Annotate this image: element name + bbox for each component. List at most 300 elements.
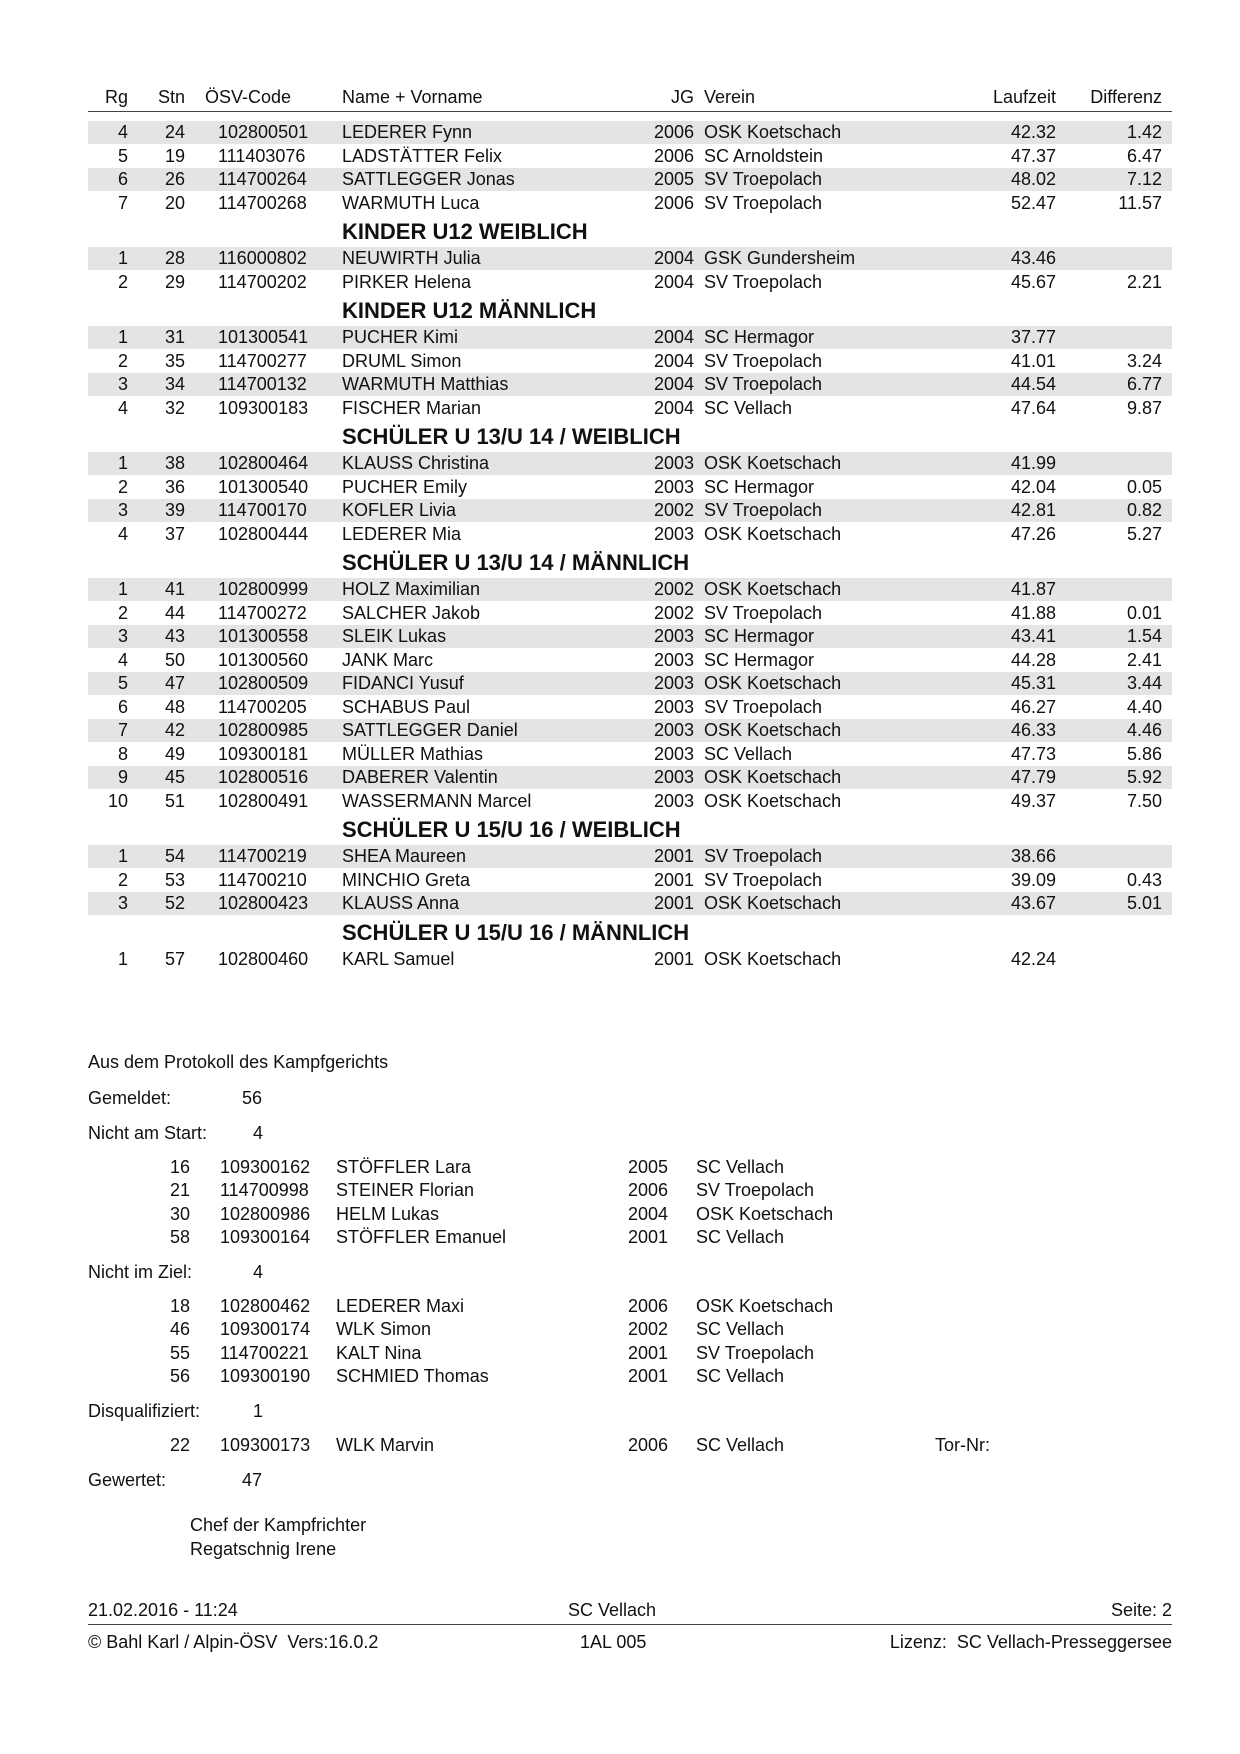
header-laufzeit: Laufzeit: [992, 87, 1056, 107]
time-difference: 0.43: [1126, 869, 1162, 890]
osv-code: 101300540: [218, 476, 309, 497]
run-time: 46.27: [1010, 696, 1056, 717]
start-number: 57: [164, 948, 185, 969]
athlete-name: KLAUSS Christina: [342, 453, 490, 473]
rank: 7: [117, 192, 128, 213]
rank: 3: [117, 374, 128, 394]
birth-year: 2005: [653, 169, 694, 189]
run-time: 47.79: [1010, 767, 1056, 787]
result-row: [88, 743, 1172, 766]
run-time: 46.33: [1010, 720, 1056, 740]
footer-license: Lizenz: SC Vellach-Presseggersee: [889, 1632, 1172, 1652]
club: SC Vellach: [696, 1319, 785, 1340]
header-name: Name + Vorname: [342, 87, 483, 107]
header-code: ÖSV-Code: [205, 87, 292, 107]
time-difference: 3.24: [1126, 350, 1162, 371]
result-row: [88, 121, 1172, 144]
athlete-name: STÖFFLER Lara: [336, 1157, 472, 1177]
run-time: 41.01: [1010, 350, 1056, 371]
rank: 1: [117, 846, 128, 866]
rank: 1: [117, 248, 128, 268]
club: OSK Koetschach: [696, 1203, 834, 1224]
birth-year: 2003: [653, 767, 694, 787]
osv-code: 109300164: [220, 1226, 311, 1247]
osv-code: 102800462: [220, 1296, 311, 1316]
athlete-name: SCHABUS Paul: [342, 696, 471, 717]
rank: 5: [117, 145, 128, 166]
club: SC Hermagor: [704, 649, 815, 670]
result-row: [88, 247, 1172, 270]
time-difference: 6.47: [1126, 145, 1162, 166]
run-time: 42.24: [1010, 948, 1056, 969]
birth-year: 2002: [653, 500, 694, 520]
osv-code: 102800501: [218, 122, 309, 142]
rank: 2: [117, 476, 128, 497]
athlete-name: WLK Marvin: [336, 1435, 435, 1455]
rank: 4: [117, 397, 128, 418]
time-difference: 0.01: [1126, 602, 1162, 623]
footer-divider: [88, 1624, 1172, 1625]
run-time: 41.88: [1010, 602, 1056, 623]
birth-year: 2004: [653, 350, 694, 371]
club: SV Troepolach: [704, 602, 823, 623]
time-difference: 2.21: [1126, 271, 1162, 292]
start-number: 43: [164, 626, 185, 646]
result-row: [88, 499, 1172, 522]
time-difference: 11.57: [1118, 192, 1162, 213]
osv-code: 114700998: [220, 1180, 309, 1201]
start-number: 52: [164, 893, 185, 913]
time-difference: 0.82: [1126, 500, 1162, 520]
time-difference: 4.40: [1126, 696, 1162, 717]
start-number: 53: [164, 869, 185, 890]
birth-year: 2002: [628, 1319, 669, 1340]
osv-code: 102800423: [218, 893, 309, 913]
athlete-name: SHEA Maureen: [342, 846, 467, 866]
run-time: 42.32: [1010, 122, 1056, 142]
club: SV Troepolach: [696, 1342, 815, 1363]
athlete-name: SCHMIED Thomas: [336, 1365, 489, 1386]
gate-number-label: Tor-Nr:: [935, 1435, 990, 1455]
start-number: 34: [164, 374, 185, 394]
time-difference: 5.92: [1126, 767, 1162, 787]
time-difference: 7.50: [1126, 790, 1162, 811]
start-number: 46: [169, 1319, 190, 1340]
start-number: 28: [164, 248, 185, 268]
result-row: [88, 397, 1172, 420]
run-time: 47.64: [1010, 397, 1056, 418]
disq-value: 1: [253, 1401, 264, 1421]
rank: 6: [117, 696, 128, 717]
osv-code: 101300560: [218, 649, 309, 670]
rank: 1: [117, 948, 128, 969]
osv-code: 101300541: [218, 327, 309, 347]
club: SV Troepolach: [704, 696, 823, 717]
run-time: 48.02: [1010, 169, 1056, 189]
gemeldet-value: 56: [242, 1088, 263, 1108]
osv-code: 102800509: [218, 673, 309, 693]
club: SC Hermagor: [704, 476, 815, 497]
start-number: 55: [169, 1342, 190, 1363]
osv-code: 102800464: [218, 453, 309, 473]
result-row: [88, 476, 1172, 499]
osv-code: 109300181: [218, 743, 309, 764]
osv-code: 114700205: [218, 696, 307, 717]
athlete-name: NEUWIRTH Julia: [342, 248, 481, 268]
run-time: 47.37: [1010, 145, 1056, 166]
rank: 1: [117, 453, 128, 473]
birth-year: 2003: [653, 673, 694, 693]
disq-label: Disqualifiziert:: [88, 1401, 201, 1421]
time-difference: 2.41: [1126, 649, 1162, 670]
osv-code: 109300174: [220, 1319, 311, 1340]
club: OSK Koetschach: [704, 523, 842, 544]
start-number: 29: [164, 271, 185, 292]
start-number: 30: [169, 1203, 190, 1224]
result-row: [88, 271, 1172, 294]
result-row: [88, 578, 1172, 601]
birth-year: 2002: [653, 602, 694, 623]
birth-year: 2004: [653, 374, 694, 394]
header-divider: [88, 111, 1172, 112]
footer-datetime: 21.02.2016 - 11:24: [88, 1600, 238, 1620]
athlete-name: WASSERMANN Marcel: [342, 790, 532, 811]
footer-club: SC Vellach: [568, 1600, 657, 1620]
run-time: 52.47: [1010, 192, 1056, 213]
birth-year: 2001: [653, 869, 694, 890]
result-row: [88, 696, 1172, 719]
birth-year: 2001: [628, 1342, 669, 1363]
birth-year: 2004: [653, 397, 694, 418]
gewertet-label: Gewertet:: [88, 1470, 167, 1490]
club: OSK Koetschach: [704, 122, 842, 142]
start-number: 38: [164, 453, 185, 473]
club: SV Troepolach: [704, 374, 823, 394]
club: SV Troepolach: [704, 846, 823, 866]
birth-year: 2004: [653, 271, 694, 292]
club: SV Troepolach: [704, 192, 823, 213]
club: GSK Gundersheim: [704, 248, 856, 268]
run-time: 44.28: [1010, 649, 1056, 670]
header-stn: Stn: [157, 87, 185, 107]
birth-year: 2006: [653, 145, 694, 166]
rank: 1: [117, 327, 128, 347]
athlete-name: JANK Marc: [342, 649, 434, 670]
osv-code: 109300173: [220, 1435, 311, 1455]
start-number: 26: [164, 169, 185, 189]
result-row: [88, 145, 1172, 168]
header-verein: Verein: [704, 87, 756, 107]
club: SV Troepolach: [704, 500, 823, 520]
start-number: 58: [169, 1226, 190, 1247]
athlete-name: MINCHIO Greta: [342, 869, 471, 890]
time-difference: 1.42: [1126, 122, 1162, 142]
run-time: 42.81: [1010, 500, 1056, 520]
result-row: [88, 350, 1172, 373]
osv-code: 101300558: [218, 626, 309, 646]
birth-year: 2003: [653, 453, 694, 473]
osv-code: 102800985: [218, 720, 309, 740]
result-row: [88, 845, 1172, 868]
category-title: SCHÜLER U 13/U 14 / MÄNNLICH: [342, 550, 690, 575]
time-difference: 0.05: [1126, 476, 1162, 497]
birth-year: 2001: [628, 1365, 669, 1386]
rank: 8: [117, 743, 128, 764]
osv-code: 109300190: [220, 1365, 311, 1386]
osv-code: 114700221: [220, 1342, 309, 1363]
start-number: 39: [164, 500, 185, 520]
athlete-name: DRUML Simon: [342, 350, 462, 371]
osv-code: 102800491: [218, 790, 309, 811]
birth-year: 2003: [653, 626, 694, 646]
run-time: 49.37: [1010, 790, 1056, 811]
birth-year: 2003: [653, 790, 694, 811]
athlete-name: FISCHER Marian: [342, 397, 482, 418]
run-time: 37.77: [1010, 327, 1056, 347]
start-number: 37: [164, 523, 185, 544]
athlete-name: WLK Simon: [336, 1319, 432, 1340]
result-row: [88, 373, 1172, 396]
athlete-name: DABERER Valentin: [342, 767, 498, 787]
club: SC Vellach: [696, 1435, 785, 1455]
start-number: 56: [169, 1365, 190, 1386]
header-differenz: Differenz: [1090, 87, 1162, 107]
athlete-name: KARL Samuel: [342, 948, 455, 969]
rank: 9: [117, 767, 128, 787]
athlete-name: FIDANCI Yusuf: [342, 673, 464, 693]
osv-code: 114700219: [218, 846, 307, 866]
birth-year: 2001: [653, 893, 694, 913]
time-difference: 3.44: [1126, 673, 1162, 693]
footer-code: 1AL 005: [580, 1632, 647, 1652]
start-number: 22: [169, 1435, 190, 1455]
birth-year: 2004: [653, 327, 694, 347]
club: SV Troepolach: [696, 1180, 815, 1201]
rank: 4: [117, 523, 128, 544]
athlete-name: SALCHER Jakob: [342, 602, 481, 623]
athlete-name: PUCHER Kimi: [342, 327, 459, 347]
athlete-name: HELM Lukas: [336, 1203, 440, 1224]
result-row: [88, 892, 1172, 915]
result-row: [88, 948, 1172, 971]
result-row: [88, 625, 1172, 648]
result-row: [88, 602, 1172, 625]
result-row: [88, 168, 1172, 191]
athlete-name: STÖFFLER Emanuel: [336, 1226, 507, 1247]
category-title: SCHÜLER U 15/U 16 / WEIBLICH: [342, 817, 681, 842]
birth-year: 2006: [653, 122, 694, 142]
club: OSK Koetschach: [704, 790, 842, 811]
time-difference: 5.01: [1126, 893, 1162, 913]
nicht-start-label: Nicht am Start:: [88, 1123, 208, 1143]
start-number: 24: [164, 122, 185, 142]
rank: 1: [117, 579, 128, 599]
club: SV Troepolach: [704, 869, 823, 890]
athlete-name: WARMUTH Luca: [342, 192, 480, 213]
rank: 7: [117, 720, 128, 740]
nicht-ziel-value: 4: [253, 1262, 264, 1282]
osv-code: 116000802: [218, 248, 307, 268]
athlete-name: LEDERER Fynn: [342, 122, 473, 142]
osv-code: 109300183: [218, 397, 309, 418]
rank: 3: [117, 893, 128, 913]
start-number: 32: [164, 397, 185, 418]
header-jg: JG: [670, 87, 694, 107]
category-title: SCHÜLER U 13/U 14 / WEIBLICH: [342, 424, 681, 449]
club: OSK Koetschach: [704, 767, 842, 787]
start-number: 41: [164, 579, 185, 599]
birth-year: 2002: [653, 579, 694, 599]
start-number: 54: [164, 846, 185, 866]
athlete-name: KOFLER Livia: [342, 500, 457, 520]
osv-code: 111403076: [218, 145, 306, 166]
run-time: 47.73: [1010, 743, 1056, 764]
time-difference: 7.12: [1126, 169, 1162, 189]
rank: 2: [117, 869, 128, 890]
result-row: [88, 326, 1172, 349]
rank: 2: [117, 350, 128, 371]
birth-year: 2001: [653, 846, 694, 866]
start-number: 51: [164, 790, 185, 811]
protocol-heading: Aus dem Protokoll des Kampfgerichts: [88, 1052, 389, 1072]
run-time: 45.31: [1010, 673, 1056, 693]
run-time: 43.41: [1010, 626, 1056, 646]
table-header: [88, 87, 1172, 111]
birth-year: 2003: [653, 523, 694, 544]
birth-year: 2003: [653, 743, 694, 764]
result-row: [88, 523, 1172, 546]
osv-code: 102800516: [218, 767, 309, 787]
footer-copyright: © Bahl Karl / Alpin-ÖSV Vers:16.0.2: [88, 1632, 379, 1652]
athlete-name: PUCHER Emily: [342, 476, 468, 497]
birth-year: 2006: [628, 1296, 669, 1316]
start-number: 50: [164, 649, 185, 670]
run-time: 42.04: [1010, 476, 1056, 497]
run-time: 43.46: [1010, 248, 1056, 268]
athlete-name: STEINER Florian: [336, 1180, 475, 1201]
start-number: 20: [164, 192, 185, 213]
club: OSK Koetschach: [704, 948, 842, 969]
run-time: 43.67: [1010, 893, 1056, 913]
rank: 3: [117, 626, 128, 646]
club: SV Troepolach: [704, 169, 823, 189]
osv-code: 114700210: [218, 869, 307, 890]
start-number: 45: [164, 767, 185, 787]
club: SC Vellach: [696, 1157, 785, 1177]
club: OSK Koetschach: [704, 673, 842, 693]
club: SC Vellach: [704, 743, 793, 764]
nicht-ziel-label: Nicht im Ziel:: [88, 1262, 193, 1282]
club: SC Vellach: [696, 1226, 785, 1247]
start-number: 36: [164, 476, 185, 497]
birth-year: 2004: [653, 248, 694, 268]
start-number: 21: [169, 1180, 190, 1201]
birth-year: 2001: [653, 948, 694, 969]
birth-year: 2001: [628, 1226, 669, 1247]
gewertet-value: 47: [242, 1470, 263, 1490]
start-number: 42: [164, 720, 185, 740]
athlete-name: SLEIK Lukas: [342, 626, 447, 646]
athlete-name: SATTLEGGER Daniel: [342, 720, 518, 740]
club: OSK Koetschach: [704, 579, 842, 599]
athlete-name: MÜLLER Mathias: [342, 743, 484, 764]
athlete-name: HOLZ Maximilian: [342, 579, 481, 599]
osv-code: 114700277: [218, 350, 307, 371]
time-difference: 6.77: [1126, 374, 1162, 394]
club: SC Hermagor: [704, 626, 815, 646]
chef-title: Chef der Kampfrichter: [190, 1515, 367, 1535]
birth-year: 2003: [653, 649, 694, 670]
header-rg: Rg: [104, 87, 128, 107]
nicht-start-value: 4: [253, 1123, 264, 1143]
osv-code: 109300162: [220, 1157, 311, 1177]
footer-page: Seite: 2: [1110, 1600, 1172, 1620]
gemeldet-label: Gemeldet:: [88, 1088, 172, 1108]
birth-year: 2006: [628, 1180, 669, 1201]
start-number: 48: [164, 696, 185, 717]
rank: 3: [117, 500, 128, 520]
run-time: 41.99: [1010, 453, 1056, 473]
club: SV Troepolach: [704, 271, 823, 292]
result-row: [88, 869, 1172, 892]
club: SV Troepolach: [704, 350, 823, 371]
birth-year: 2003: [653, 720, 694, 740]
time-difference: 4.46: [1126, 720, 1162, 740]
osv-code: 114700202: [218, 271, 307, 292]
time-difference: 1.54: [1126, 626, 1162, 646]
result-row: [88, 672, 1172, 695]
result-row: [88, 192, 1172, 215]
start-number: 47: [164, 673, 185, 693]
time-difference: 9.87: [1126, 397, 1162, 418]
run-time: 38.66: [1010, 846, 1056, 866]
rank: 2: [117, 271, 128, 292]
time-difference: 5.27: [1126, 523, 1162, 544]
rank: 5: [117, 673, 128, 693]
club: SC Hermagor: [704, 327, 815, 347]
result-row: [88, 719, 1172, 742]
result-row: [88, 790, 1172, 813]
result-row: [88, 766, 1172, 789]
birth-year: 2006: [653, 192, 694, 213]
result-row: [88, 649, 1172, 672]
run-time: 39.09: [1010, 869, 1056, 890]
athlete-name: KLAUSS Anna: [342, 893, 460, 913]
osv-code: 114700132: [218, 374, 307, 394]
birth-year: 2004: [628, 1203, 669, 1224]
start-number: 16: [169, 1157, 190, 1177]
run-time: 45.67: [1010, 271, 1056, 292]
rank: 6: [117, 169, 128, 189]
osv-code: 102800999: [218, 579, 309, 599]
osv-code: 114700268: [218, 192, 307, 213]
time-difference: 5.86: [1126, 743, 1162, 764]
osv-code: 102800444: [218, 523, 309, 544]
athlete-name: WARMUTH Matthias: [342, 374, 509, 394]
osv-code: 114700170: [218, 500, 307, 520]
osv-code: 102800460: [218, 948, 309, 969]
start-number: 19: [164, 145, 185, 166]
category-title: KINDER U12 WEIBLICH: [342, 219, 588, 244]
rank: 2: [117, 602, 128, 623]
club: OSK Koetschach: [704, 453, 842, 473]
start-number: 49: [164, 743, 185, 764]
start-number: 31: [164, 327, 185, 347]
club: SC Vellach: [704, 397, 793, 418]
club: SC Vellach: [696, 1365, 785, 1386]
category-title: KINDER U12 MÄNNLICH: [342, 298, 597, 323]
rank: 4: [117, 649, 128, 670]
